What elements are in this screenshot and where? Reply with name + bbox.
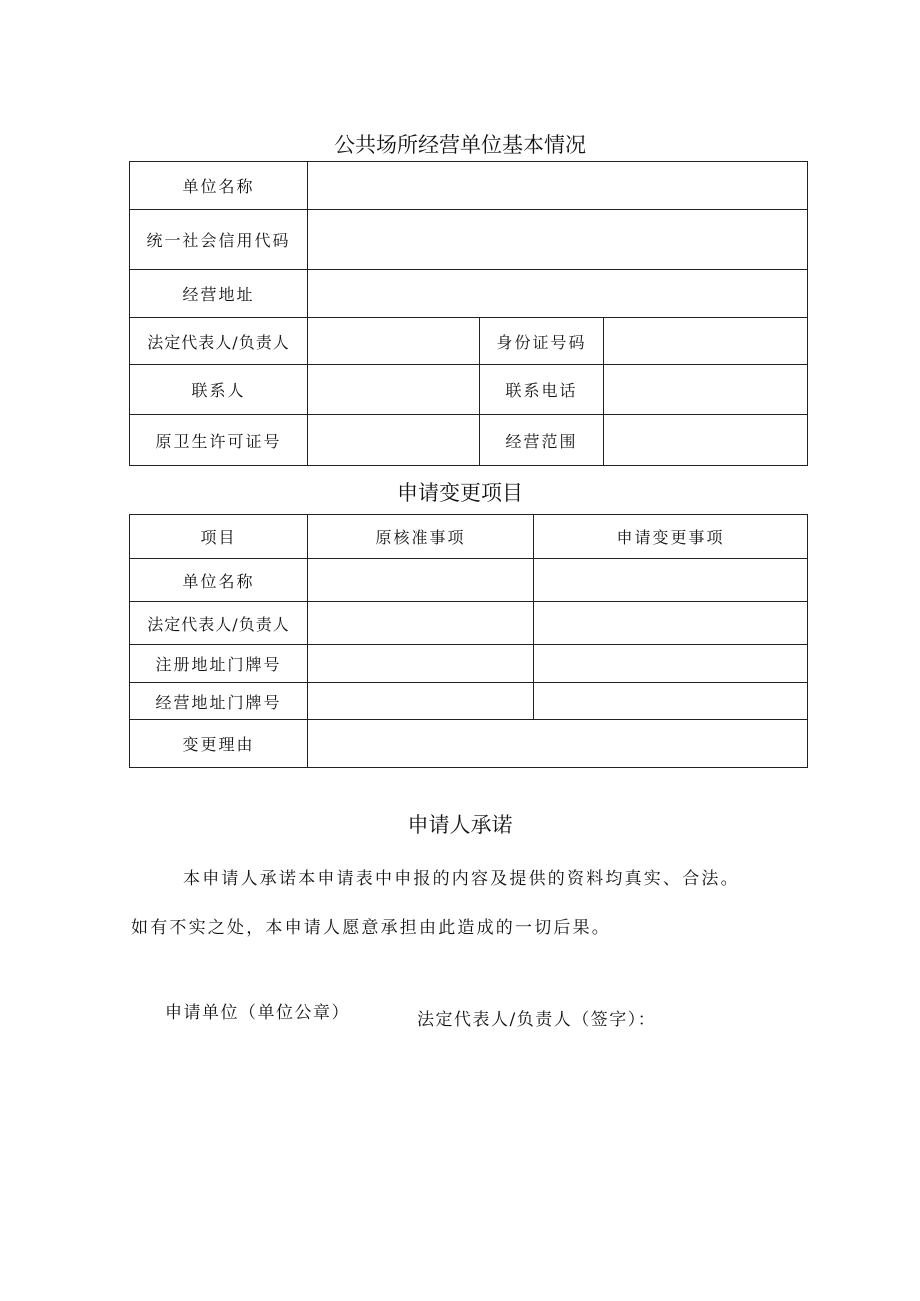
- original-field[interactable]: [308, 602, 534, 645]
- commitment-line-2: 如有不实之处，本申请人愿意承担由此造成的一切后果。: [131, 918, 611, 938]
- change-reason-field[interactable]: [308, 720, 808, 768]
- requested-field[interactable]: [534, 645, 808, 683]
- commitment-line-1: 本申请人承诺本申请表中申报的内容及提供的资料均真实、合法。: [183, 869, 740, 889]
- row-label: 经营地址门牌号: [130, 683, 308, 720]
- row-label: 注册地址门牌号: [130, 645, 308, 683]
- original-license-label: 原卫生许可证号: [130, 415, 308, 466]
- table-row: [130, 559, 808, 602]
- unit-name-label: 单位名称: [130, 162, 308, 210]
- credit-code-field[interactable]: [308, 210, 808, 270]
- header-item: 项目: [130, 515, 308, 559]
- requested-field[interactable]: [534, 602, 808, 645]
- original-field[interactable]: [308, 645, 534, 683]
- table-row: [130, 602, 808, 645]
- business-address-label: 经营地址: [130, 270, 308, 318]
- business-scope-field[interactable]: [604, 415, 808, 466]
- contact-person-field[interactable]: [308, 365, 480, 415]
- contact-person-label: 联系人: [130, 365, 308, 415]
- original-field[interactable]: [308, 559, 534, 602]
- table-row: [130, 683, 808, 720]
- header-requested: 申请变更事项: [534, 515, 808, 559]
- business-address-field[interactable]: [308, 270, 808, 318]
- commitment-title: 申请人承诺: [407, 813, 513, 837]
- original-field[interactable]: [308, 683, 534, 720]
- legal-rep-label: 法定代表人/负责人: [130, 318, 308, 365]
- basic-info-title: 公共场所经营单位基本情况: [334, 133, 586, 157]
- basic-info-table: [129, 161, 808, 466]
- unit-name-field[interactable]: [308, 162, 808, 210]
- id-number-label: 身份证号码: [480, 318, 604, 365]
- business-scope-label: 经营范围: [480, 415, 604, 466]
- change-items-table: [129, 514, 808, 768]
- row-label: 单位名称: [130, 559, 308, 602]
- applicant-unit-seal: 申请单位（单位公章）: [165, 1003, 350, 1023]
- legal-rep-field[interactable]: [308, 318, 480, 365]
- contact-phone-field[interactable]: [604, 365, 808, 415]
- contact-phone-label: 联系电话: [480, 365, 604, 415]
- change-items-title: 申请变更项目: [397, 481, 523, 505]
- id-number-field[interactable]: [604, 318, 808, 365]
- table-row: [130, 645, 808, 683]
- change-reason-label: 变更理由: [130, 720, 308, 768]
- row-label: 法定代表人/负责人: [130, 602, 308, 645]
- requested-field[interactable]: [534, 559, 808, 602]
- original-license-field[interactable]: [308, 415, 480, 466]
- requested-field[interactable]: [534, 683, 808, 720]
- credit-code-label: 统一社会信用代码: [130, 210, 308, 270]
- header-original: 原核准事项: [308, 515, 534, 559]
- legal-rep-signature: 法定代表人/负责人（签字）：: [417, 1010, 657, 1030]
